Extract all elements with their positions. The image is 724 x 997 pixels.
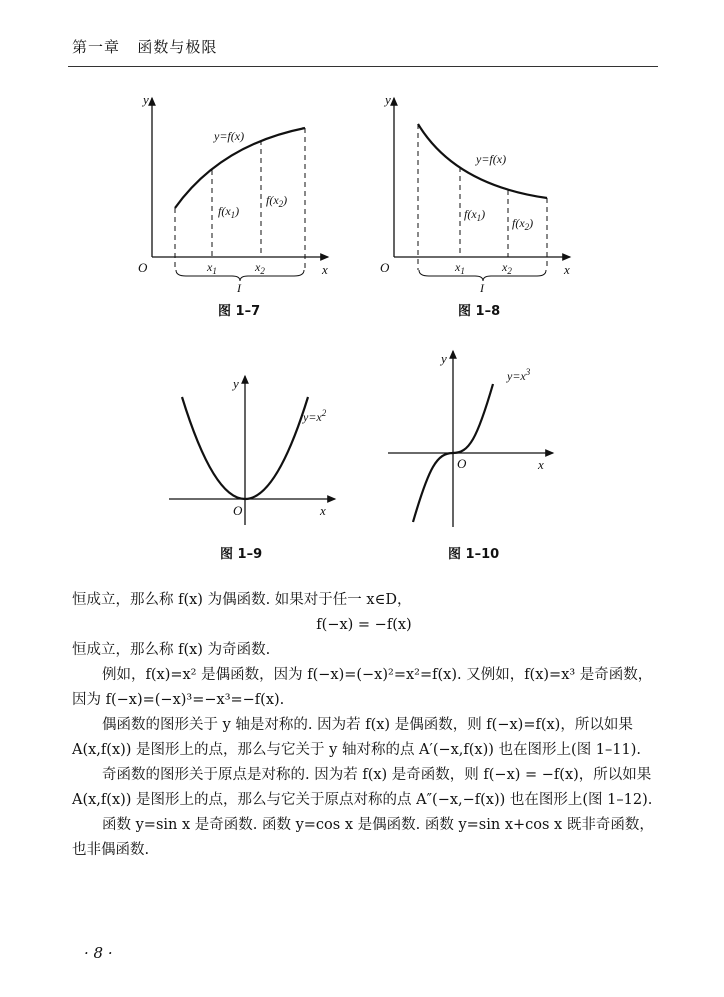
y-axis-label: y xyxy=(385,92,391,107)
x2-label: $x_2$ xyxy=(502,260,512,276)
x-axis-label: x xyxy=(320,503,326,518)
curve-label: y=f(x) xyxy=(476,152,507,166)
chapter-title: 函数与极限 xyxy=(137,38,218,56)
caption-fig-1-8: 图 1–8 xyxy=(458,304,501,319)
y-axis-label: y xyxy=(441,351,447,366)
f-x2-label: $f(x_2)$ xyxy=(512,216,534,232)
running-header xyxy=(72,36,217,57)
paragraph-even-symmetry: 偶函数的图形关于 y 轴是对称的. 因为若 f(x) 是偶函数，则 f(−x)=f(x)，所以如果 A(x,f(x)) 是图形上的点，那么与它关于 y 轴对称的点 A′(−x,f(x)) 也在图形上(图 1–11). xyxy=(72,717,641,758)
x-axis-label: x xyxy=(322,262,328,277)
figure-1-10 xyxy=(383,345,583,535)
x1-label: $x_1$ xyxy=(207,260,217,276)
body-text xyxy=(72,588,656,863)
interval-brace xyxy=(176,270,304,281)
caption-fig-1-9: 图 1–9 xyxy=(220,547,263,562)
chapter-label: 第一章 xyxy=(72,38,121,56)
y-axis-label: y xyxy=(233,376,239,391)
paragraph-odd-symmetry: 奇函数的图形关于原点是对称的. 因为若 f(x) 是奇函数，则 f(−x) = −f(x)，所以如果 A(x,f(x)) 是图形上的点，那么与它关于原点对称的点 A″(−x,−f(x)) 也在图形上(图 1–12). xyxy=(72,767,653,808)
caption-fig-1-10: 图 1–10 xyxy=(448,547,500,562)
curve-label: $y=x^2$ xyxy=(303,408,327,424)
origin-label: O xyxy=(380,260,390,275)
curve-label: y=f(x) xyxy=(214,129,245,143)
origin-label: O xyxy=(138,260,148,275)
interval-brace xyxy=(419,270,546,281)
header-rule xyxy=(68,66,658,67)
figure-1-7 xyxy=(140,90,340,295)
origin-label: O xyxy=(457,456,467,471)
figure-1-8 xyxy=(380,90,580,295)
page-number: · 8 · xyxy=(84,944,113,962)
x1-label: $x_1$ xyxy=(455,260,465,276)
equation-odd: f(−x) = −f(x) xyxy=(316,617,412,633)
interval-label: I xyxy=(480,281,484,295)
caption-fig-1-7: 图 1–7 xyxy=(218,304,261,319)
x-axis-label: x xyxy=(538,457,544,472)
paragraph-odd-def: 恒成立，那么称 f(x) 为奇函数. xyxy=(72,642,271,658)
interval-label: I xyxy=(237,281,241,295)
f-x1-label: $f(x_1)$ xyxy=(218,204,240,220)
paragraph-trig-examples: 函数 y=sin x 是奇函数. 函数 y=cos x 是偶函数. 函数 y=sin x+cos x 既非奇函数，也非偶函数. xyxy=(72,817,654,858)
origin-label: O xyxy=(233,503,243,518)
y-axis-label: y xyxy=(143,92,149,107)
x2-label: $x_2$ xyxy=(255,260,265,276)
paragraph-examples: 例如，f(x)=x² 是偶函数，因为 f(−x)=(−x)²=x²=f(x). 又例如，f(x)=x³ 是奇函数，因为 f(−x)=(−x)³=−x³=−f(x). xyxy=(72,667,653,708)
paragraph-even-def: 恒成立，那么称 f(x) 为偶函数. 如果对于任一 x∈D， xyxy=(72,592,412,608)
curve-label: $y=x^3$ xyxy=(507,367,531,383)
f-x1-label: $f(x_1)$ xyxy=(464,207,486,223)
figure-1-9 xyxy=(165,370,340,530)
f-x2-label: $f(x_2)$ xyxy=(266,193,288,209)
x-axis-label: x xyxy=(564,262,570,277)
